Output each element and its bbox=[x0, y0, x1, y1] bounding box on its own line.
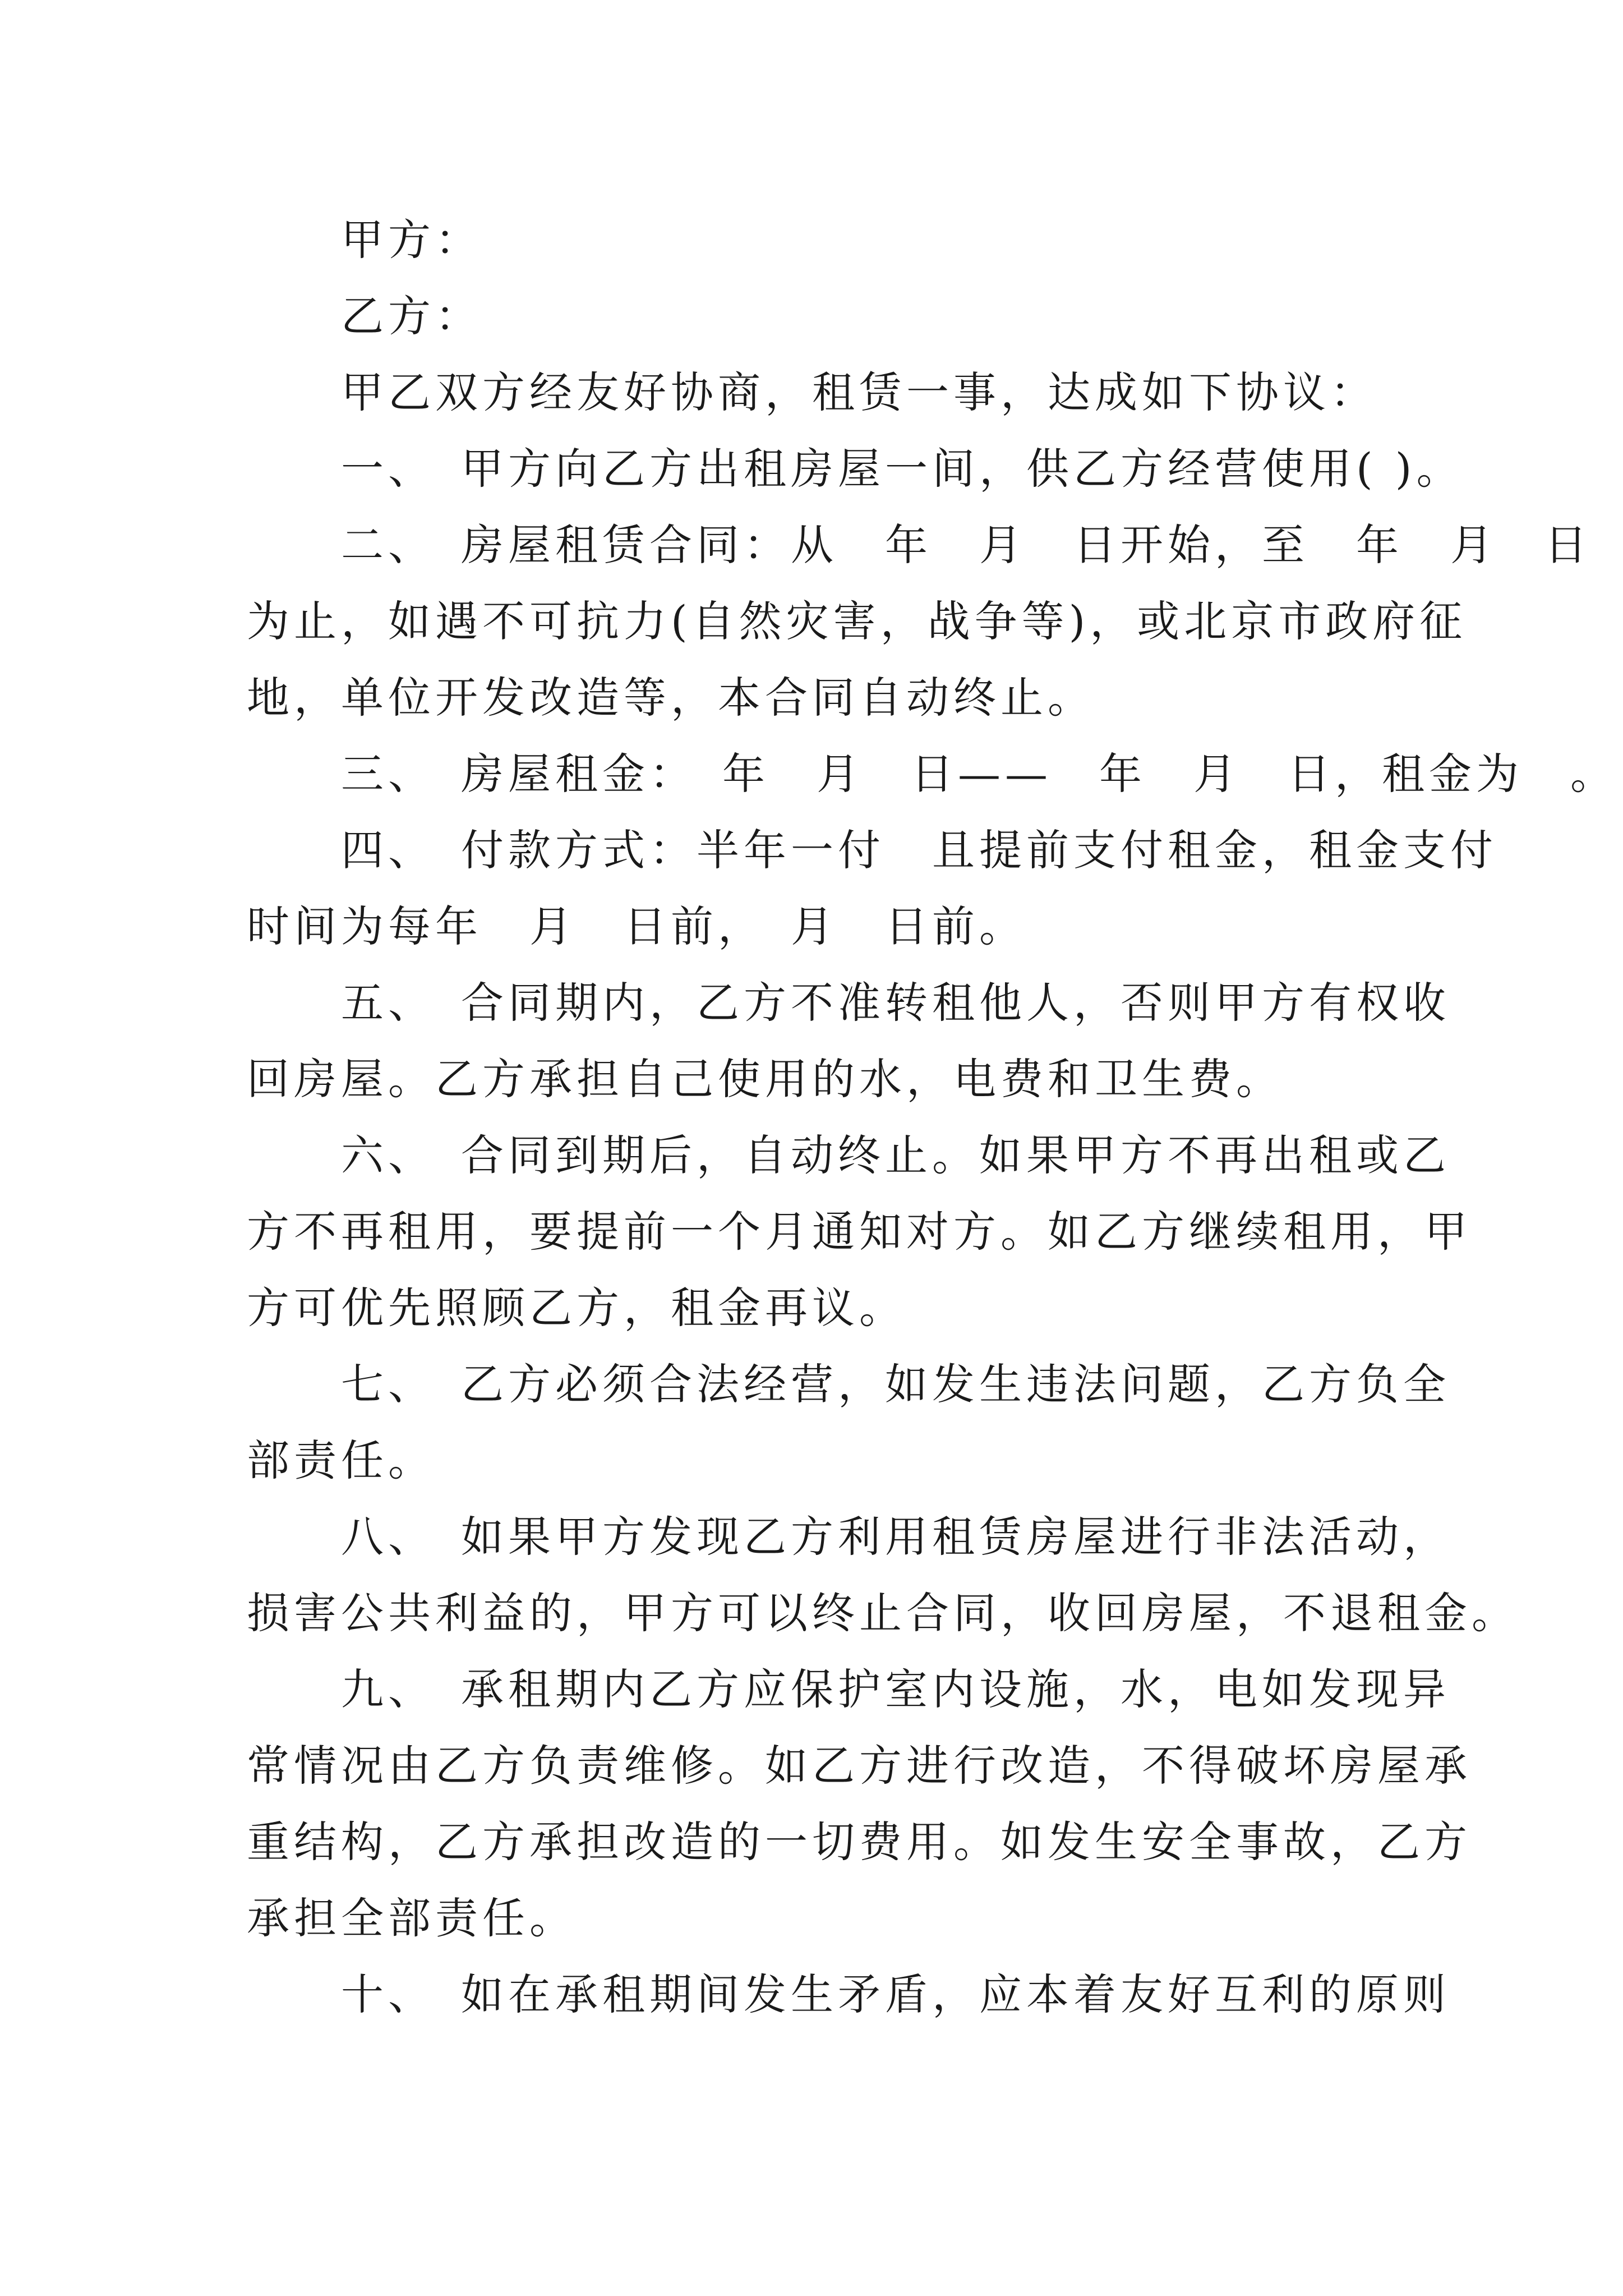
preamble-line: 甲乙双方经友好协商，租赁一事，达成如下协议： bbox=[341, 367, 1377, 417]
clause-2-line-1: 二、 房屋租赁合同：从 年 月 日开始，至 年 月 日 bbox=[341, 520, 1592, 570]
clause-10-line-1: 十、 如在承租期间发生矛盾，应本着友好互利的原则 bbox=[341, 1970, 1450, 2019]
clause-9-line-4: 承担全部责任。 bbox=[247, 1893, 577, 1943]
clause-6-line-1: 六、 合同到期后，自动终止。如果甲方不再出租或乙 bbox=[341, 1130, 1450, 1180]
clause-5-line-1: 五、 合同期内，乙方不准转租他人，否则甲方有权收 bbox=[341, 978, 1450, 1028]
clause-3-line: 三、 房屋租金： 年 月 日—— 年 月 日，租金为 。 bbox=[341, 749, 1617, 799]
clause-1-line: 一、 甲方向乙方出租房屋一间，供乙方经营使用( )。 bbox=[341, 444, 1464, 494]
clause-4-line-2: 时间为每年 月 日前， 月 日前。 bbox=[247, 901, 1026, 951]
clause-9-line-1: 九、 承租期内乙方应保护室内设施，水，电如发现异 bbox=[341, 1664, 1450, 1714]
clause-6-line-3: 方可优先照顾乙方，租金再议。 bbox=[247, 1283, 906, 1333]
clause-2-line-2: 为止，如遇不可抗力(自然灾害，战争等)，或北京市政府征 bbox=[247, 596, 1467, 646]
party-a-line: 甲方： bbox=[341, 215, 482, 265]
clause-9-line-3: 重结构，乙方承担改造的一切费用。如发生安全事故，乙方 bbox=[247, 1817, 1472, 1867]
contract-body bbox=[247, 202, 1617, 2033]
clause-8-line-1: 八、 如果甲方发现乙方利用租赁房屋进行非法活动， bbox=[341, 1512, 1450, 1562]
clause-8-line-2: 损害公共利益的，甲方可以终止合同，收回房屋，不退租金。 bbox=[247, 1588, 1519, 1638]
clause-7-line-1: 七、 乙方必须合法经营，如发生违法问题，乙方负全 bbox=[341, 1359, 1450, 1409]
clause-9-line-2: 常情况由乙方负责维修。如乙方进行改造，不得破坏房屋承 bbox=[247, 1741, 1472, 1791]
clause-6-line-2: 方不再租用，要提前一个月通知对方。如乙方继续租用，甲 bbox=[247, 1207, 1472, 1257]
clause-5-line-2: 回房屋。乙方承担自己使用的水，电费和卫生费。 bbox=[247, 1054, 1283, 1104]
clause-7-line-2: 部责任。 bbox=[247, 1435, 435, 1485]
clause-4-line-1: 四、 付款方式：半年一付 且提前支付租金，租金支付 bbox=[341, 825, 1497, 875]
party-b-line: 乙方： bbox=[341, 291, 482, 341]
clause-2-line-3: 地，单位开发改造等，本合同自动终止。 bbox=[247, 673, 1095, 723]
